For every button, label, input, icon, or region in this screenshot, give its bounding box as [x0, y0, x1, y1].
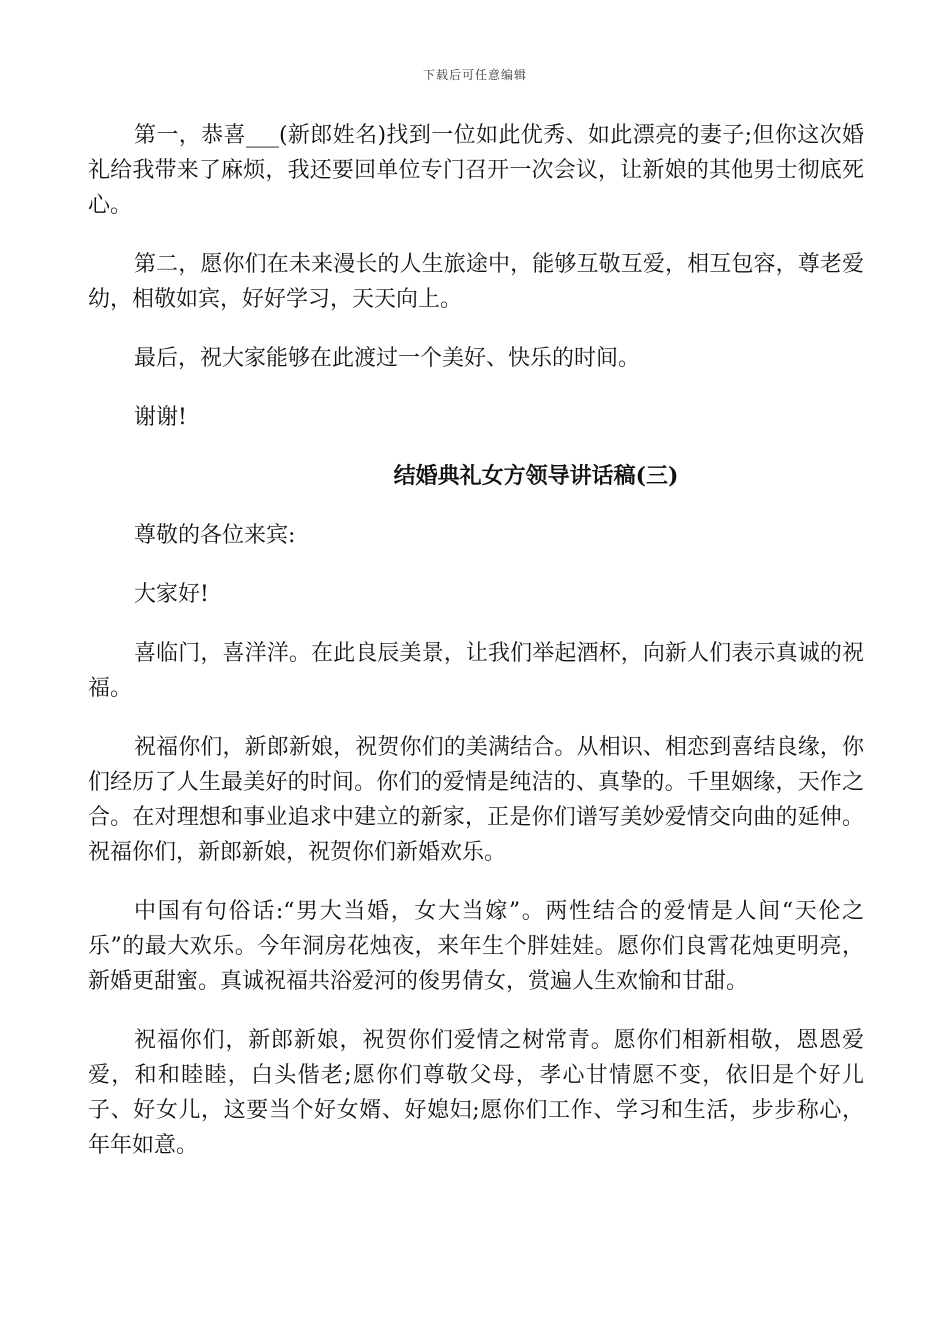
section-title: 结婚典礼女方领导讲话稿(三) [393, 463, 679, 489]
paragraph-2: 第二，愿你们在未来漫长的人生旅途中，能够互敬互爱，相互包容，尊老爱幼，相敬如宾，好好学习，天天向上。 [88, 252, 864, 312]
paragraph-6: 祝福你们，新郎新娘，祝贺你们的美满结合。从相识、相恋到喜结良缘，你们经历了人生最美好的时间。你们的爱情是纯洁的、真挚的。千里姻缘，天作之合。在对理想和事业追求中建立的新家，正是你们谱写美妙爱情交向曲的延伸。 祝福你们，新郎新娘，祝贺你们新婚欢乐。 [88, 735, 864, 865]
paragraph-3: 最后，祝大家能够在此渡过一个美好、快乐的时间。 [134, 346, 641, 371]
header-note: 下载后可任意编辑 [422, 68, 527, 82]
greeting: 大家好! [134, 582, 209, 607]
document-body [88, 118, 864, 1163]
paragraph-4: 谢谢! [134, 405, 187, 430]
paragraph-8: 祝福你们，新郎新娘，祝贺你们爱情之树常青。愿你们相新相敬，恩恩爱爱，和和睦睦，白头偕老;愿你们尊敬父母，孝心甘情愿不变，依旧是个好儿子、好女儿，这要当个好女婿、好媳妇;愿你们工作、学习和生活，步步称心，年年如意。 [88, 1028, 864, 1158]
paragraph-1: 第一，恭喜___(新郎姓名)找到一位如此优秀、如此漂亮的妻子;但你这次婚礼给我带来了麻烦，我还要回单位专门召开一次会议，让新娘的其他男士彻底死心。 [88, 123, 864, 218]
paragraph-5: 喜临门，喜洋洋。在此良辰美景，让我们举起酒杯，向新人们表示真诚的祝福。 [88, 641, 864, 701]
paragraph-7: 中国有句俗话:“男大当婚，女大当嫁”。两性结合的爱情是人间“天伦之乐”的最大欢乐。今年洞房花烛夜，来年生个胖娃娃。愿你们良霄花烛更明亮，新婚更甜蜜。真诚祝福共浴爱河的俊男倩女，赏遍人生欢愉和甘甜。 [88, 899, 864, 994]
salutation: 尊敬的各位来宾: [134, 523, 296, 548]
